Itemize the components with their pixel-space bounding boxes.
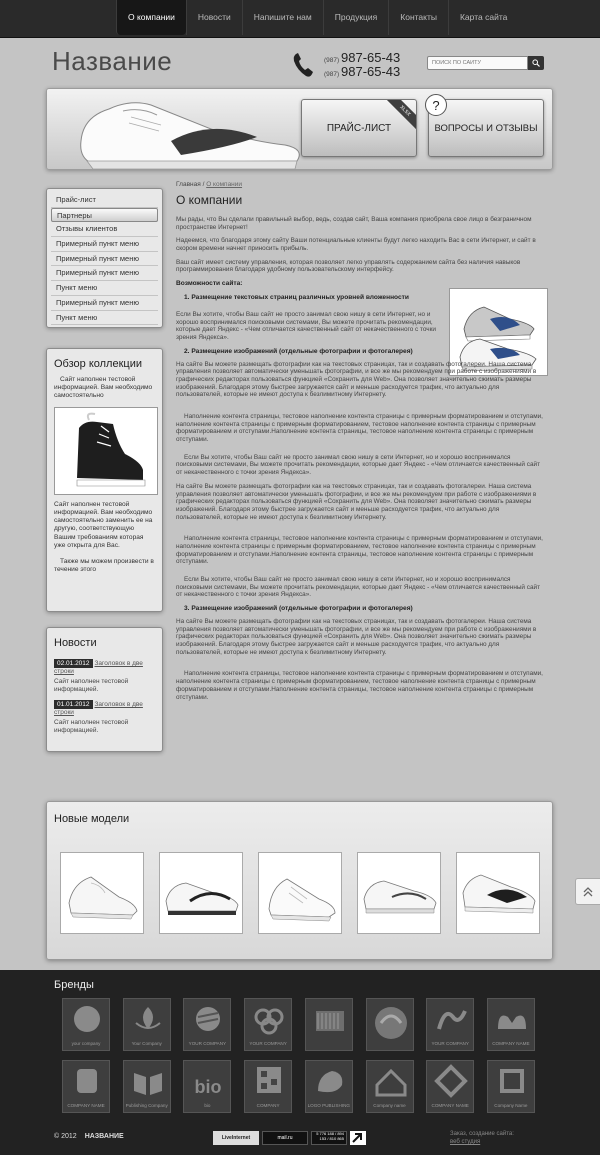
footer-site-name: НАЗВАНИЕ — [84, 1133, 124, 1140]
top-menu-bar — [0, 0, 600, 38]
news-item — [47, 659, 162, 694]
brand-logo-text: Your Company — [131, 1041, 162, 1046]
brand-logo[interactable] — [305, 1060, 353, 1113]
studio-credit — [450, 1130, 514, 1146]
sidebar-item-reviews[interactable]: Отзывы клиентов — [51, 222, 158, 237]
paragraph: Наполнение контента страницы, тестовое наполнение контента страницы с примерным форматированием и отступами, наполнение контента страницы с примерным форматированием, тестовое наполнение контента страницы с примерным форматированием и отступами.Наполнение контента страницы, тестовое наполнение контента страницы с примерным отступами. — [176, 535, 543, 566]
collection-image[interactable] — [54, 407, 158, 495]
brand-logo[interactable] — [123, 998, 171, 1051]
brand-logo-text: COMPANY NAME — [67, 1103, 105, 1108]
arrow-logo-icon — [350, 1131, 366, 1145]
brands-title: Бренды — [54, 979, 94, 991]
double-chevron-up-icon — [583, 887, 593, 897]
model-tile[interactable] — [456, 852, 540, 934]
svg-text:bio: bio — [194, 1077, 222, 1097]
sidebar-item-sample[interactable]: Примерный пункт меню — [51, 237, 158, 252]
breadcrumb-sep: / — [202, 181, 205, 188]
search-form — [427, 56, 544, 70]
white-sneaker-image — [61, 853, 145, 935]
sidebar-item-menu[interactable]: Пункт меню — [51, 311, 158, 326]
white-sneaker-image — [259, 853, 343, 935]
paragraph: Ваш сайт имеет систему управления, которая позволяет легко управлять содержанием сайта без наличия навыков программирования благодаря удобному пользовательскому интерфейсу. — [176, 258, 521, 274]
copyright-year: © 2012 — [54, 1133, 77, 1140]
paragraph: Мы рады, что Вы сделали правильный выбор, ведь, создав сайт, Ваша компания приобрела свое лицо в безграничном пространстве Интернет! — [176, 216, 532, 231]
new-models-title: Новые модели — [54, 813, 130, 825]
paragraph: На сайте Вы можете размещать фотографии как на текстовых страницах, так и создавать фотогалереи. Наша система управления позволяет автоматически уменьшать фотографии, и все же мы рекомендуем при работе с изображениями в графических редакторах пользоваться функцией «Сохранить для Web». Она позволяет значительно сжимать размеры изображений. Благодаря этому быстрее загружается сайт и меньше расходуется трафик, что актуально для пользователей, которые не имеют доступа к безлимитному Интернету. — [176, 618, 537, 656]
brand-logo[interactable] — [183, 998, 231, 1051]
page-title: О компании — [176, 193, 243, 207]
news-text: Сайт наполнен тестовой информацией. — [54, 678, 129, 694]
white-sneaker-image — [358, 853, 442, 935]
brand-logo-text: COMPANY — [256, 1103, 280, 1108]
phone-number: 987-65-43 — [341, 64, 401, 79]
brand-logo-text: COMPANY NAME — [431, 1103, 469, 1108]
brand-logo[interactable] — [426, 1060, 474, 1113]
sidebar-nav — [46, 188, 163, 328]
brand-logo-text: your company — [71, 1041, 101, 1046]
white-sneaker-image — [457, 853, 541, 935]
brand-logo-text: YOUR COMPANY — [249, 1041, 287, 1046]
brand-logo[interactable] — [487, 1060, 535, 1113]
studio-logo[interactable] — [350, 1131, 366, 1145]
brand-logo[interactable] — [244, 998, 292, 1051]
news-link[interactable]: Заголовок в две строки — [54, 660, 143, 675]
brand-logo[interactable] — [183, 1060, 231, 1113]
studio-line: Заказ, создание сайта: — [450, 1131, 514, 1137]
main-content — [176, 216, 546, 707]
brand-logo-text: LOGO PUBLISHING — [307, 1103, 350, 1108]
site-logo[interactable]: Название — [52, 46, 173, 76]
xlsx-badge: XLSX — [386, 99, 417, 130]
price-list-label: ПРАЙС-ЛИСТ — [326, 122, 392, 134]
feature-heading-2: 2. Размещение изображений (отдельные фотографии и фотогалерея) — [184, 347, 413, 355]
feature-heading-3: 3. Размещение изображений (отдельные фотографии и фотогалерея) — [184, 605, 413, 613]
sidebar-item-partners[interactable]: Партнеры — [51, 208, 158, 223]
questions-reviews-button[interactable] — [428, 99, 544, 157]
search-icon — [532, 59, 540, 67]
brand-logo-text: Publishing Company — [125, 1103, 168, 1108]
liveinternet-counter[interactable]: LiveInternet — [213, 1131, 259, 1145]
brand-logo[interactable] — [426, 998, 474, 1051]
model-tile[interactable] — [60, 852, 144, 934]
news-text: Сайт наполнен тестовой информацией. — [54, 719, 129, 735]
brand-logo[interactable] — [305, 998, 353, 1051]
paragraph: На сайте Вы можете размещать фотографии как на текстовых страницах, так и создавать фотогалереи. Наша система управления позволяет автоматически уменьшать фотографии, и все же мы рекомендуем при работе с изображениями в графических редакторах пользоваться функцией «Сохранить для Web». Она позволяет значительно сжимать размеры изображений. Благодаря этому быстрее загружается сайт и меньше расходуется трафик, что актуально для пользователей, которые не имеют доступа к безлимитному Интернету. — [176, 360, 537, 399]
questions-reviews-label: ВОПРОСЫ И ОТЗЫВЫ — [434, 122, 538, 134]
paragraph: Наполнение контента страницы, тестовое наполнение контента страницы с примерным форматированием и отступами, наполнение контента страницы с примерным форматированием, тестовое наполнение контента страницы с примерным форматированием и отступами.Наполнение контента страницы, тестовое наполнение контента страницы с примерным отступами. — [176, 413, 543, 444]
collection-title: Обзор коллекции — [54, 358, 142, 370]
news-item — [47, 694, 162, 735]
paragraph: Если Вы хотите, чтобы Ваш сайт не просто занимал свою нишу в сети Интернет, но и хорошо воспринимался поисковыми системами, Вы можете прочитать рекомендации, которые дает Яндекс - «Чем отличается качественный сайт от некачественного с точки зрения Яндекса». — [176, 310, 436, 341]
features-heading: Возможности сайта: — [176, 280, 243, 288]
brand-logo[interactable] — [366, 998, 414, 1051]
phone-line-2 — [324, 64, 400, 79]
stats-counter[interactable]: 5 776 188 / 894 153 / 810 865 — [311, 1131, 347, 1145]
search-input[interactable] — [427, 56, 528, 70]
brand-logo-text: Company Name — [494, 1103, 528, 1108]
paragraph: Если Вы хотите, чтобы Ваш сайт не просто занимал свою нишу в сети Интернет, но и хорошо воспринимался поисковыми системами, Вы можете прочитать рекомендации, которые дает Яндекс - «Чем отличается качественный сайт от некачественного с точки зрения Яндекса». — [176, 453, 541, 477]
menu-item-about[interactable]: О компании — [116, 0, 186, 35]
brand-logo[interactable] — [62, 998, 110, 1051]
brand-logo-text: COMPANY NAME — [492, 1041, 530, 1046]
brand-logo[interactable] — [244, 1060, 292, 1113]
sidebar-item-sample[interactable]: Примерный пункт меню — [51, 266, 158, 281]
paragraph: Наполнение контента страницы, тестовое наполнение контента страницы с примерным форматированием и отступами, наполнение контента страницы с примерным форматированием, тестовое наполнение контента страницы с примерным форматированием и отступами.Наполнение контента страницы, тестовое наполнение контента страницы с примерным отступами. — [176, 670, 543, 701]
brand-logo-text: YOUR COMPANY — [431, 1041, 469, 1046]
hero-banner — [46, 88, 553, 170]
white-sneaker-image — [160, 853, 244, 935]
collection-text: Сайт наполнен тестовой информацией. Вам необходимо самостоятельно заменить ее на другую, соответствующую Вашим требованиям которая уже открыта для Вас. — [54, 500, 153, 549]
brand-logo-text: Company name — [373, 1103, 406, 1108]
collection-box — [46, 348, 163, 612]
news-link[interactable]: Заголовок в две строки — [54, 701, 143, 717]
menu-item-contact-us[interactable]: Напишите нам — [242, 0, 323, 35]
scroll-to-top-button[interactable] — [575, 878, 600, 905]
search-button[interactable] — [528, 56, 544, 70]
brand-logo[interactable] — [366, 1060, 414, 1113]
news-box — [46, 627, 163, 752]
paragraph: На сайте Вы можете размещать фотографии как на текстовых страницах, так и создавать фотогалереи. Наша система управления позволяет автоматически уменьшать фотографии, и все же мы рекомендуем при работе с изображениями в графических редакторах пользоваться функцией «Сохранить для Web». Она позволяет значительно сжимать размеры изображений. Благодаря этому быстрее загружается сайт и меньше расходуется трафик, что актуально для пользователей, которые не имеют доступа к безлимитному Интернету. — [176, 482, 537, 521]
feature-heading-1: 1. Размещение текстовых страниц различных уровней вложенности — [184, 294, 409, 302]
main-menu — [116, 0, 518, 35]
studio-link[interactable]: веб студия — [450, 1139, 481, 1145]
sneaker-image — [55, 408, 159, 496]
brand-logo[interactable] — [487, 998, 535, 1051]
brand-logo-icon — [306, 999, 354, 1052]
brand-logo-text: bio — [204, 1103, 211, 1108]
collection-more: Также мы можем произвести в течение этого — [54, 558, 154, 574]
paragraph: Если Вы хотите, чтобы Ваш сайт не просто занимал свою нишу в сети Интернет, но и хорошо воспринимался поисковыми системами, Вы можете прочитать рекомендации, которые дает Яндекс - «Чем отличается качественный сайт от некачественного с точки зрения Яндекса». — [176, 576, 541, 599]
sidebar-item-sample[interactable]: Примерный пункт меню — [51, 252, 158, 267]
paragraph: Надеемся, что благодаря этому сайту Ваши потенциальные клиенты будут легко находить Вас в сети Интернет, и сайт в скором времени начнет приносить прибыль. — [176, 237, 536, 253]
brand-logo-text: YOUR COMPANY — [188, 1041, 227, 1046]
breadcrumb-home[interactable]: Главная — [176, 181, 201, 188]
new-models-section — [46, 801, 553, 960]
sidebar-item-menu[interactable]: Пункт меню — [51, 281, 158, 296]
sidebar-item-price-list[interactable]: Прайс-лист — [51, 193, 158, 208]
model-tile[interactable] — [357, 852, 441, 934]
mailru-counter[interactable]: mail.ru — [262, 1131, 308, 1145]
news-date: 02.01.2012 — [54, 659, 93, 668]
breadcrumb-current[interactable]: О компании — [206, 181, 243, 188]
menu-item-news[interactable]: Новости — [186, 0, 242, 35]
copyright — [54, 1133, 124, 1140]
phone-code: (987) — [324, 57, 340, 64]
brand-logo-icon — [367, 999, 415, 1052]
menu-item-sitemap[interactable]: Карта сайта — [448, 0, 518, 35]
brand-logo[interactable] — [62, 1060, 110, 1113]
price-list-button[interactable] — [301, 99, 417, 157]
phone-icon — [292, 52, 314, 78]
question-icon: ? — [425, 94, 447, 116]
brand-logo[interactable] — [123, 1060, 171, 1113]
model-tile[interactable] — [159, 852, 243, 934]
model-tile[interactable] — [258, 852, 342, 934]
sidebar-item-sample[interactable]: Примерный пункт меню — [51, 296, 158, 311]
collection-intro: Сайт наполнен тестовой информацией. Вам необходимо самостоятельно — [54, 376, 153, 400]
phone-code: (987) — [324, 71, 340, 78]
hero-shoe-image — [61, 89, 331, 171]
news-date: 01.01.2012 — [54, 700, 93, 709]
news-title: Новости — [54, 637, 97, 649]
menu-item-products[interactable]: Продукция — [323, 0, 389, 35]
breadcrumb — [176, 181, 242, 188]
phone-number: 987-65-43 — [341, 50, 401, 65]
phone-line-1 — [324, 50, 400, 65]
menu-item-contacts[interactable]: Контакты — [388, 0, 448, 35]
